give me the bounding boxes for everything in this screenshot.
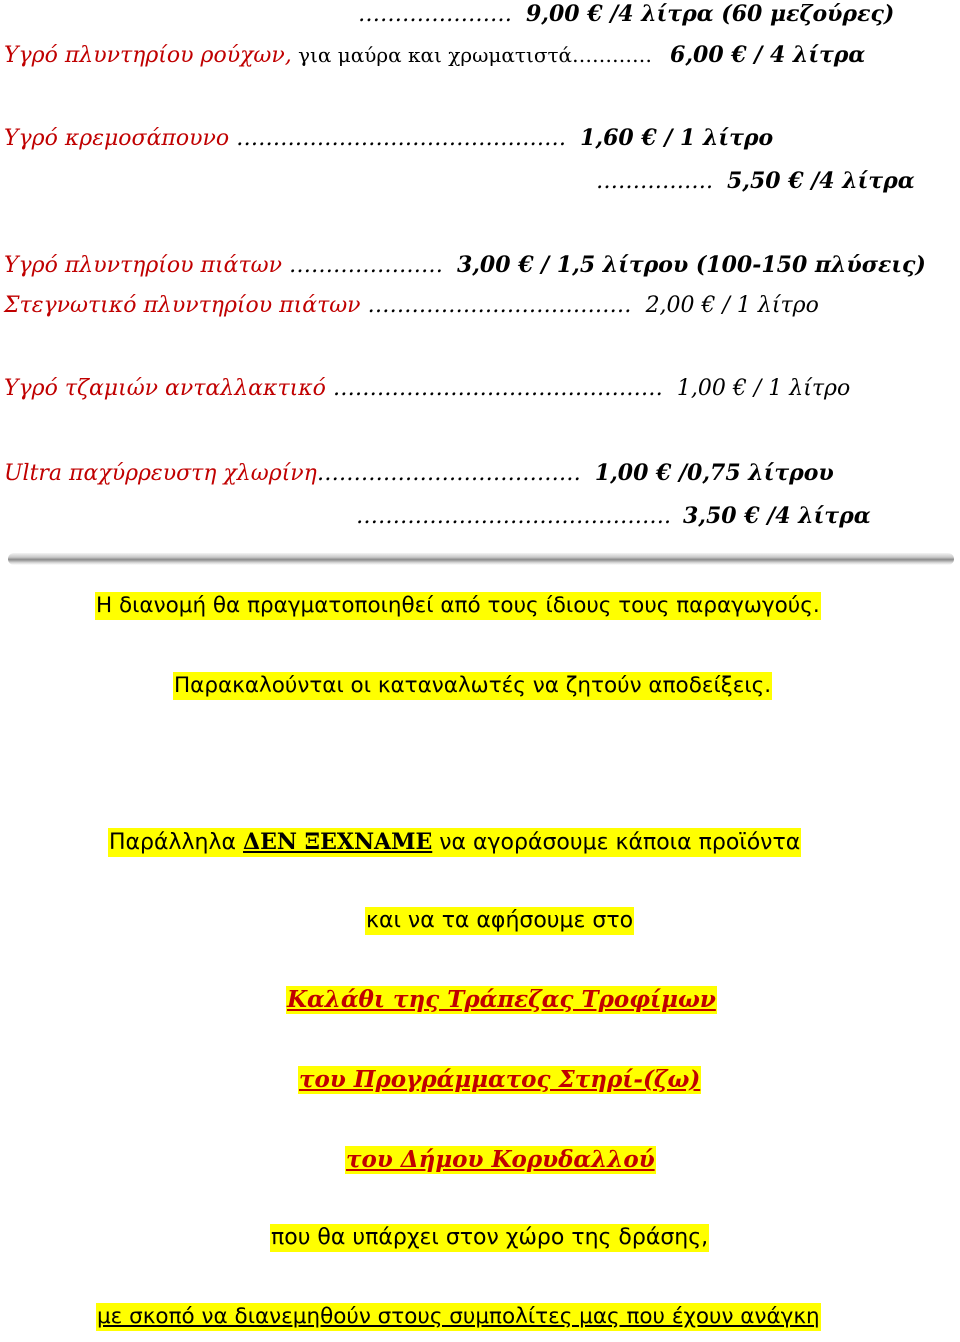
food-bank-basket-title: Καλάθι της Τράπεζας Τροφίμων: [287, 986, 716, 1013]
price-row-1: [358, 0, 894, 29]
price-row-8: [4, 459, 834, 488]
row-dots: ………………………………………: [229, 126, 567, 151]
row-price: 9,00 € /4 λίτρα (60 μεζούρες): [526, 1, 895, 27]
price-row-9: [356, 502, 871, 531]
row-item: Υγρό τζαμιών ανταλλακτικό: [4, 376, 326, 401]
row-item: Υγρό κρεμοσάπουνο: [4, 126, 230, 151]
row-dots: …………………: [281, 253, 443, 278]
row-item: Υγρό πλυντηρίου πιάτων: [4, 253, 282, 278]
row-price: 3,50 € /4 λίτρα: [683, 503, 871, 529]
price-row-4: [596, 167, 915, 196]
appeal-line-1-pre: Παράλληλα: [109, 830, 244, 855]
price-row-5: [4, 251, 926, 280]
appeal-line-2: και να τα αφήσουμε στο: [366, 908, 634, 933]
row-price: 1,60 € / 1 λίτρο: [580, 125, 774, 151]
notice-distribution: Η διανομή θα πραγματοποιηθεί από τους ίδιους τους παραγωγούς.: [96, 593, 820, 618]
price-row-3: [4, 124, 773, 153]
notice-receipts: Παρακαλούνται οι καταναλωτές να ζητούν αποδείξεις.: [174, 673, 772, 698]
row-price: 1,00 € / 1 λίτρο: [676, 376, 851, 401]
decorative-divider: [8, 553, 954, 565]
appeal-emphasis: ΔΕΝ ΞΕΧΝΑΜΕ: [243, 829, 433, 855]
appeal-line-1: [108, 828, 801, 857]
row-item: Στεγνωτικό πλυντηρίου πιάτων: [4, 293, 361, 318]
row-item-note: για μαύρα και χρωματιστά…………: [291, 43, 653, 67]
row-dots: …………….: [596, 169, 713, 194]
price-row-6: [4, 292, 819, 320]
municipality-title: του Δήμου Κορυδαλλού: [346, 1146, 655, 1173]
appeal-line-6: που θα υπάρχει στον χώρο της δράσης,: [271, 1225, 709, 1250]
row-dots: ………………………………………: [325, 376, 663, 401]
row-item: Ultra παχύρρευστη χλωρίνη: [4, 461, 317, 486]
row-dots: ………………………………: [360, 293, 632, 318]
appeal-line-1-post: να αγοράσουμε κάποια προϊόντα: [432, 830, 801, 855]
row-price: 2,00 € / 1 λίτρο: [645, 293, 819, 318]
row-item: Υγρό πλυντηρίου ρούχων,: [4, 43, 292, 68]
row-price: 1,00 € /0,75 λίτρου: [594, 460, 834, 486]
row-price: 5,50 € /4 λίτρα: [727, 168, 915, 194]
row-dots: …………………: [358, 2, 512, 27]
appeal-line-7: με σκοπό να διανεμηθούν στους συμπολίτες μας που έχουν ανάγκη: [97, 1304, 820, 1329]
price-row-2: [4, 41, 865, 70]
row-price: 6,00 € / 4 λίτρα: [670, 42, 866, 68]
price-row-7: [4, 375, 850, 403]
row-dots: …………………………………….: [356, 504, 671, 529]
program-title: του Προγράμματος Στηρί-(ζω): [299, 1066, 701, 1093]
row-dots: ………………………………: [316, 461, 581, 486]
row-price: 3,00 € / 1,5 λίτρου (100-150 πλύσεις): [456, 252, 926, 278]
